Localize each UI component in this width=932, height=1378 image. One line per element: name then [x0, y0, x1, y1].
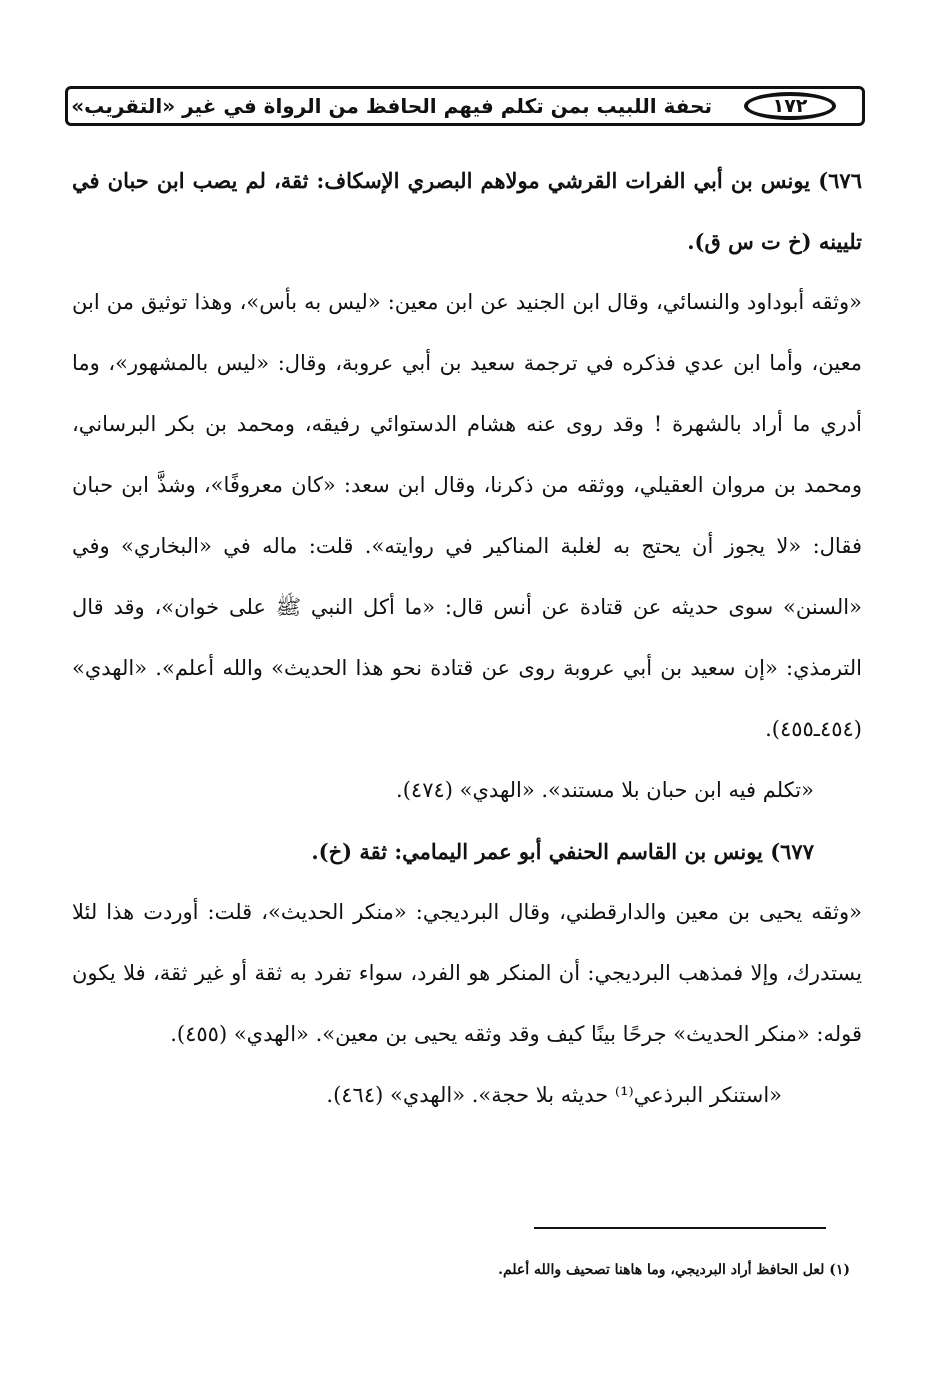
page-header — [65, 86, 865, 126]
entry-677-note: «استنكر البرذعي⁽¹⁾ حديثه بلا حجة». «الهدي» (٤٦٤). — [326, 1083, 782, 1107]
entry-676-note: «تكلم فيه ابن حبان بلا مستند». «الهدي» (٤٧٤). — [396, 778, 814, 802]
entry-676-heading: ٦٧٦) يونس بن أبي الفرات القرشي مولاهم البصري الإسكاف: ثقة، لم يصب ابن حبان في تليينه (خ ت س ق). — [72, 168, 862, 254]
running-title: تحفة اللبيب بمن تكلم فيهم الحافظ من الرواة في غير «التقريب» — [71, 94, 712, 118]
entry-677-commentary: «وثقه يحيى بن معين والدارقطني، وقال البرديجي: «منكر الحديث»، قلت: أوردت هذا لئلا يستدرك، وإلا فمذهب البرديجي: أن المنكر هو الفرد، سواء تفرد به ثقة أو غير ثقة، فلا يكون قوله: «منكر الحديث» جرحًا بينًا كيف وقد وثقه يحيى بن معين». «الهدي» (٤٥٥). — [72, 900, 862, 1046]
entry-677-heading: ٦٧٧) يونس بن القاسم الحنفي أبو عمر اليمامي: ثقة (خ). — [311, 839, 814, 864]
page-body — [72, 150, 862, 1126]
footnote: (١) لعل الحافظ أراد البرديجي، وما هاهنا تصحيف والله أعلم. — [498, 1262, 850, 1278]
page-number: ١٧٢ — [744, 92, 836, 120]
entry-676-commentary: «وثقه أبوداود والنسائي، وقال ابن الجنيد عن ابن معين: «ليس به بأس»، وهذا توثيق من ابن معين، وأما ابن عدي فذكره في ترجمة سعيد بن أبي عروبة، وقال: «ليس بالمشهور»، وما أدري ما أراد بالشهرة ! وقد روى عنه هشام الدستوائي رفيقه، ومحمد بن بكر البرساني، ومحمد بن مروان العقيلي، ووثقه من ذكرنا، وقال ابن سعد: «كان معروفًا»، وشذَّ ابن حبان فقال: «لا يجوز أن يحتج به لغلبة المناكير في روايته». قلت: ماله في «البخاري» وفي «السنن» سوى حديثه عن قتادة عن أنس قال: «ما أكل النبي ﷺ على خوان»، وقد قال الترمذي: «إن سعيد بن أبي عروبة روى عن قتادة نحو هذا الحديث» والله أعلم». «الهدي» (٤٥٤ـ٤٥٥). — [72, 290, 862, 741]
footnote-divider — [534, 1227, 826, 1229]
